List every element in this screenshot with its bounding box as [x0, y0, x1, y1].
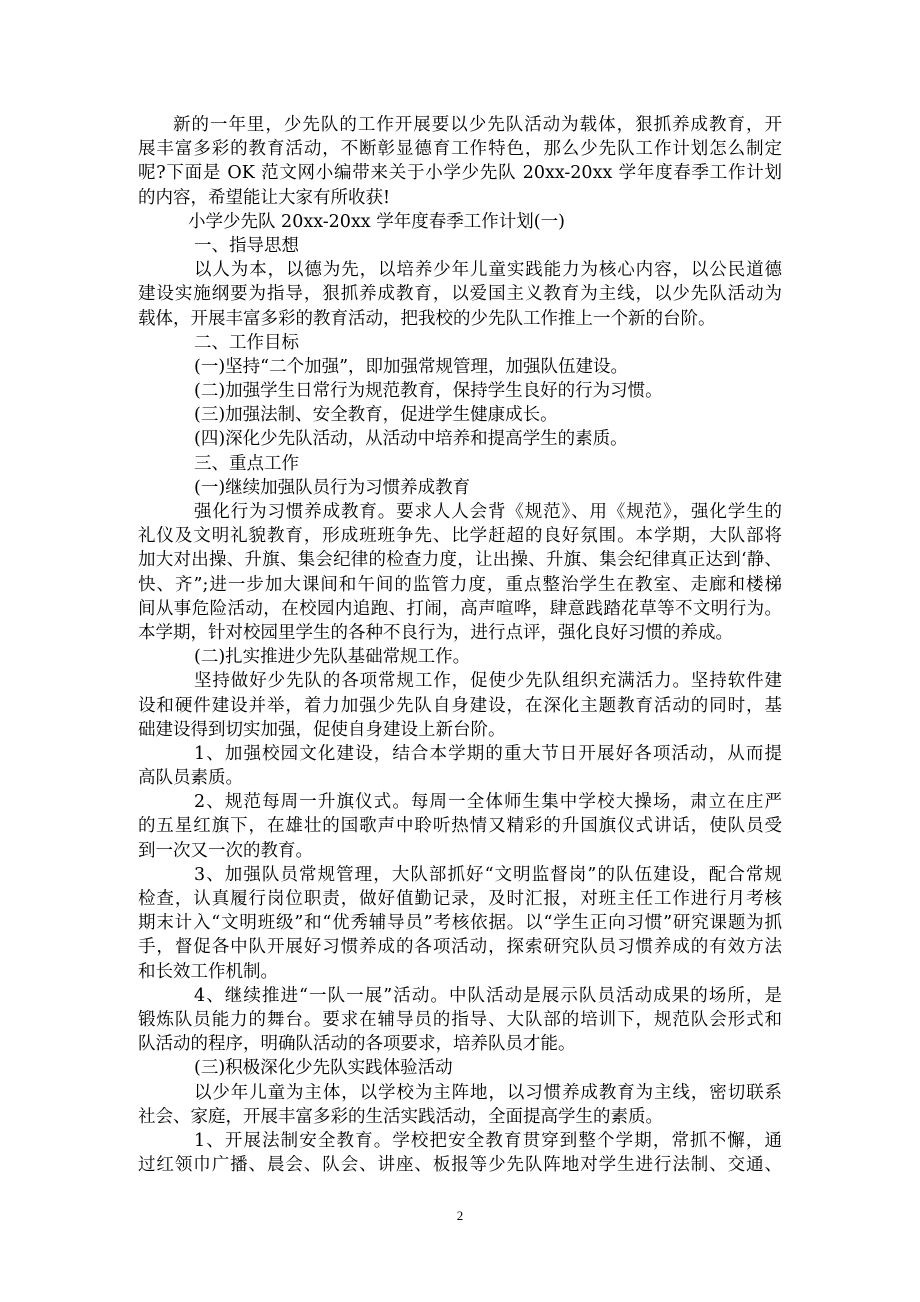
- text-line: 3、加强队员常规管理，大队部抓好“文明监督岗”的队伍建设，配合常规: [194, 864, 782, 885]
- text-line: 小学少先队 20xx-20xx 学年度春季工作计划(一): [188, 211, 565, 232]
- text-line: 期末计入“文明班级”和“优秀辅导员”考核依据。以“学生正向习惯”研究课题为抓: [138, 913, 782, 934]
- text-line: 本学期，针对校园里学生的各种不良行为，进行点评，强化良好习惯的养成。: [138, 622, 733, 643]
- text-line: 载体，开展丰富多彩的教育活动，把我校的少先队工作推上一个新的台阶。: [138, 308, 716, 329]
- text-line: 的五星红旗下，在雄壮的国歌声中聆听热情又精彩的升国旗仪式讲话，使队员受: [138, 816, 782, 837]
- document-body: [138, 113, 782, 1177]
- text-line: 呢?下面是 OK 范文网小编带来关于小学少先队 20xx-20xx 学年度春季工作计划: [138, 163, 782, 184]
- text-line: 设和硬件建设并举，着力加强少先队自身建设，在深化主题教育活动的同时，基: [138, 695, 782, 716]
- text-line: 新的一年里，少先队的工作开展要以少先队活动为载体，狠抓养成教育，开: [173, 115, 782, 135]
- text-line: 和长效工作机制。: [138, 961, 278, 982]
- text-line: 的内容，希望能让大家有所收获!: [138, 187, 391, 208]
- text-line: (二)扎实推进少先队基础常规工作。: [194, 647, 471, 668]
- text-line: 以少年儿童为主体，以学校为主阵地，以习惯养成教育为主线，密切联系: [194, 1082, 782, 1103]
- text-line: 础建设得到切实加强，促使自身建设上新台阶。: [138, 719, 506, 740]
- text-line: 过红领巾广播、晨会、队会、讲座、板报等少先队阵地对学生进行法制、交通、: [138, 1155, 782, 1176]
- text-line: 社会、家庭，开展丰富多彩的生活实践活动，全面提高学生的素质。: [138, 1106, 663, 1127]
- text-line: 礼仪及文明礼貌教育，形成班班争先、比学赶超的良好氛围。本学期，大队部将: [138, 526, 782, 547]
- text-line: 4、继续推进“一队一展”活动。中队活动是展示队员活动成果的场所，是: [194, 985, 782, 1006]
- text-line: 2、规范每周一升旗仪式。每周一全体师生集中学校大操场，肃立在庄严: [194, 792, 782, 813]
- text-line: 高队员素质。: [138, 768, 243, 789]
- text-line: 建设实施纲要为指导，狠抓养成教育，以爱国主义教育为主线，以少先队活动为: [138, 284, 782, 305]
- text-line: 以人为本，以德为先，以培养少年儿童实践能力为核心内容，以公民道德: [194, 260, 782, 281]
- text-line: (三)加强法制、安全教育，促进学生健康成长。: [194, 405, 558, 426]
- text-line: 坚持做好少先队的各项常规工作，促使少先队组织充满活力。坚持软件建: [194, 671, 782, 692]
- text-line: 二、工作目标: [194, 332, 299, 353]
- text-line: 检查，认真履行岗位职责，做好值勤记录，及时汇报，对班主任工作进行月考核: [138, 889, 782, 909]
- text-line: 三、重点工作: [194, 453, 299, 474]
- text-line: (三)积极深化少先队实践体验活动: [194, 1058, 453, 1079]
- text-line: 一、指导思想: [194, 235, 299, 256]
- text-line: (一)坚持“二个加强”，即加强常规管理，加强队伍建设。: [194, 356, 629, 377]
- page-number: 2: [456, 1208, 464, 1223]
- text-line: 快、齐”;进一步加大课间和午间的监管力度，重点整治学生在教室、走廊和楼梯: [138, 574, 782, 595]
- text-line: (二)加强学生日常行为规范教育，保持学生良好的行为习惯。: [194, 381, 663, 402]
- text-line: (四)深化少先队活动，从活动中培养和提高学生的素质。: [194, 429, 628, 450]
- text-line: 手，督促各中队开展好习惯养成的各项活动，探索研究队员习惯养成的有效方法: [138, 937, 782, 958]
- text-line: 加大对出操、升旗、集会纪律的检查力度，让出操、升旗、集会纪律真正达到‘静、: [138, 550, 782, 571]
- text-line: 1、开展法制安全教育。学校把安全教育贯穿到整个学期，常抓不懈，通: [194, 1130, 782, 1151]
- text-line: 强化行为习惯养成教育。要求人人会背《规范》、用《规范》，强化学生的: [194, 502, 782, 522]
- text-line: 展丰富多彩的教育活动，不断彰显德育工作特色，那么少先队工作计划怎么制定: [138, 139, 782, 160]
- text-line: 间从事危险活动，在校园内追跑、打闹，高声喧哗，肆意践踏花草等不文明行为。: [138, 598, 782, 619]
- text-line: 队活动的程序，明确队活动的各项要求，培养队员才能。: [138, 1034, 576, 1055]
- text-line: 1、加强校园文化建设，结合本学期的重大节日开展好各项活动，从而提: [194, 743, 782, 764]
- text-line: 锻炼队员能力的舞台。要求在辅导员的指导、大队部的培训下，规范队会形式和: [138, 1009, 782, 1030]
- text-line: 到一次又一次的教育。: [138, 840, 313, 861]
- text-line: (一)继续加强队员行为习惯养成教育: [194, 477, 471, 498]
